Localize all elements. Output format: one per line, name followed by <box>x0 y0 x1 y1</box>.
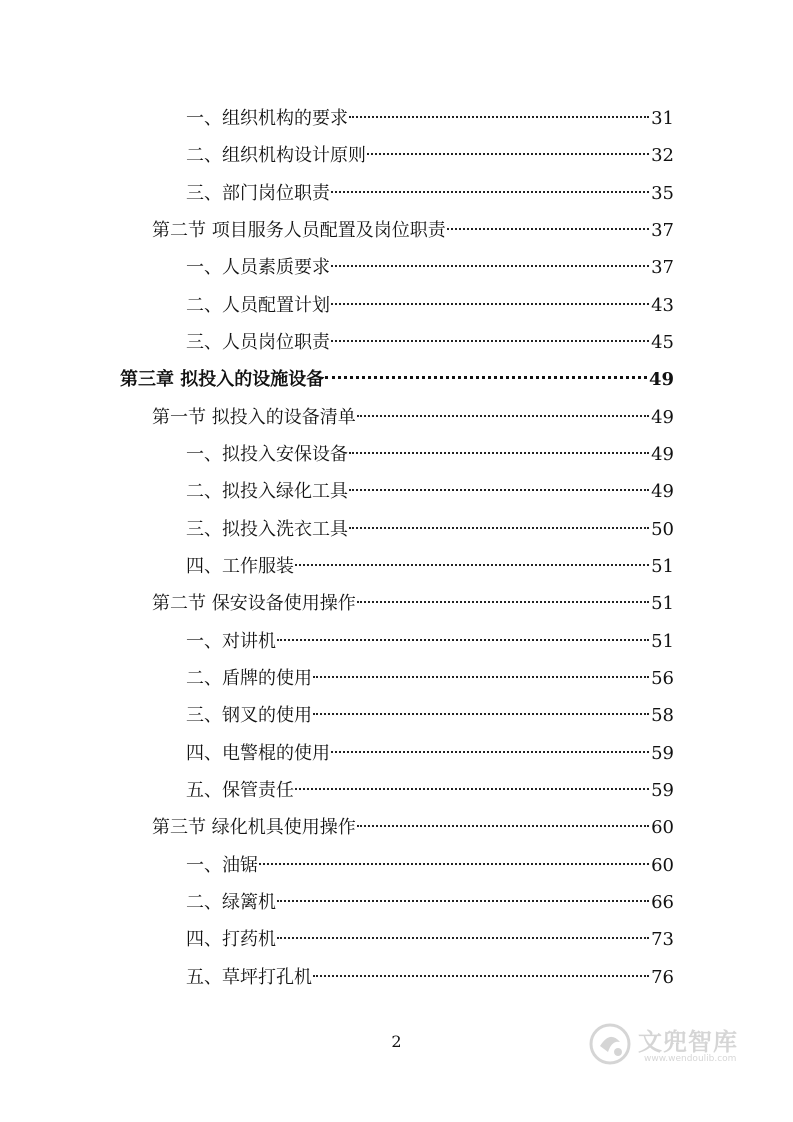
toc-entry-label: 三、部门岗位职责 <box>186 183 330 204</box>
dot-leader <box>357 600 649 603</box>
toc-entry-page: 56 <box>651 668 674 689</box>
toc-entry-page: 49 <box>648 369 674 390</box>
toc-entry-page: 51 <box>651 631 674 652</box>
toc-entry[interactable] <box>186 776 674 806</box>
dot-leader <box>313 675 649 678</box>
toc-entry-page: 59 <box>651 743 674 764</box>
toc-entry-page: 60 <box>651 855 674 876</box>
dot-leader <box>313 974 649 977</box>
toc-entry[interactable] <box>152 589 674 619</box>
toc-entry[interactable] <box>186 739 674 769</box>
toc-entry[interactable] <box>186 141 674 171</box>
watermark <box>588 1016 758 1076</box>
toc-entry[interactable] <box>186 179 674 209</box>
dot-leader <box>277 638 649 641</box>
toc-entry-label: 第三节 绿化机具使用操作 <box>152 817 356 838</box>
toc-entry-page: 73 <box>651 929 674 950</box>
watermark-url: www.wendoulib.com <box>644 1054 737 1064</box>
dot-leader <box>325 375 647 379</box>
toc-entry-label: 一、拟投入安保设备 <box>186 444 348 465</box>
dot-leader <box>367 152 649 155</box>
toc-entry-label: 一、对讲机 <box>186 631 276 652</box>
toc-entry[interactable] <box>186 253 674 283</box>
toc-entry[interactable] <box>186 104 674 134</box>
toc-entry-label: 五、保管责任 <box>186 780 294 801</box>
dot-leader <box>313 712 649 715</box>
toc-entry-page: 50 <box>651 519 674 540</box>
toc-entry-label: 第三章 拟投入的设施设备 <box>120 369 325 390</box>
toc-entry-page: 31 <box>651 108 674 129</box>
toc-entry[interactable] <box>152 813 674 843</box>
toc-entry-label: 第二节 保安设备使用操作 <box>152 593 356 614</box>
toc-chapter-entry[interactable] <box>120 365 674 395</box>
dot-leader <box>357 414 649 417</box>
watermark-title: 文兜智库 <box>638 1028 738 1056</box>
dot-leader <box>331 190 649 193</box>
toc-entry[interactable] <box>186 701 674 731</box>
toc-entry[interactable] <box>186 477 674 507</box>
dot-leader <box>349 488 649 491</box>
dot-leader <box>349 451 649 454</box>
toc-entry-page: 49 <box>651 481 674 502</box>
dot-leader <box>349 115 649 118</box>
toc-entry-label: 一、组织机构的要求 <box>186 108 348 129</box>
page-number: 2 <box>391 1032 402 1051</box>
toc-entry-page: 37 <box>651 220 674 241</box>
toc-entry-label: 二、盾牌的使用 <box>186 668 312 689</box>
toc-entry-label: 四、电警棍的使用 <box>186 743 330 764</box>
toc-entry[interactable] <box>186 925 674 955</box>
toc-entry-label: 二、组织机构设计原则 <box>186 145 366 166</box>
dot-leader <box>331 302 649 305</box>
dot-leader <box>331 750 649 753</box>
dot-leader <box>295 563 649 566</box>
toc-entry-page: 49 <box>651 444 674 465</box>
toc-entry[interactable] <box>186 515 674 545</box>
dot-leader <box>259 862 649 865</box>
toc-entry-label: 四、打药机 <box>186 929 276 950</box>
toc-entry-label: 二、绿篱机 <box>186 892 276 913</box>
toc-entry-label: 第一节 拟投入的设备清单 <box>152 407 356 428</box>
toc-entry-page: 66 <box>651 892 674 913</box>
toc-entry-page: 49 <box>651 407 674 428</box>
toc-entry-label: 第二节 项目服务人员配置及岗位职责 <box>152 220 446 241</box>
toc-entry[interactable] <box>152 216 674 246</box>
toc-entry-label: 三、钢叉的使用 <box>186 705 312 726</box>
toc-entry-page: 35 <box>651 183 674 204</box>
toc-entry-label: 二、人员配置计划 <box>186 295 330 316</box>
toc-entry-page: 43 <box>651 295 674 316</box>
toc-entry-label: 三、人员岗位职责 <box>186 332 330 353</box>
toc-entry-label: 一、人员素质要求 <box>186 257 330 278</box>
toc-entry[interactable] <box>186 440 674 470</box>
wendou-logo-icon <box>588 1022 632 1066</box>
toc-entry[interactable] <box>186 291 674 321</box>
toc-entry-label: 二、拟投入绿化工具 <box>186 481 348 502</box>
dot-leader <box>357 824 649 827</box>
toc-entry[interactable] <box>186 627 674 657</box>
dot-leader <box>331 339 649 342</box>
toc-entry[interactable] <box>186 851 674 881</box>
toc-entry-page: 60 <box>651 817 674 838</box>
toc-entry-label: 四、工作服装 <box>186 556 294 577</box>
dot-leader <box>277 936 649 939</box>
dot-leader <box>295 787 649 790</box>
toc-entry-page: 37 <box>651 257 674 278</box>
toc-entry[interactable] <box>186 963 674 993</box>
toc-entry-page: 45 <box>651 332 674 353</box>
toc-entry-label: 五、草坪打孔机 <box>186 967 312 988</box>
dot-leader <box>277 899 649 902</box>
toc-entry[interactable] <box>186 664 674 694</box>
toc-entry[interactable] <box>186 328 674 358</box>
dot-leader <box>447 227 649 230</box>
toc-entry-page: 76 <box>651 967 674 988</box>
toc-entry-page: 51 <box>651 593 674 614</box>
toc-entry-page: 59 <box>651 780 674 801</box>
dot-leader <box>349 526 649 529</box>
toc-entry-label: 三、拟投入洗衣工具 <box>186 519 348 540</box>
toc-entry[interactable] <box>186 552 674 582</box>
toc-entry-label: 一、油锯 <box>186 855 258 876</box>
toc-entry[interactable] <box>152 403 674 433</box>
toc-entry[interactable] <box>186 888 674 918</box>
dot-leader <box>331 264 649 267</box>
toc-entry-page: 32 <box>651 145 674 166</box>
toc-entry-page: 58 <box>651 705 674 726</box>
toc-entry-page: 51 <box>651 556 674 577</box>
